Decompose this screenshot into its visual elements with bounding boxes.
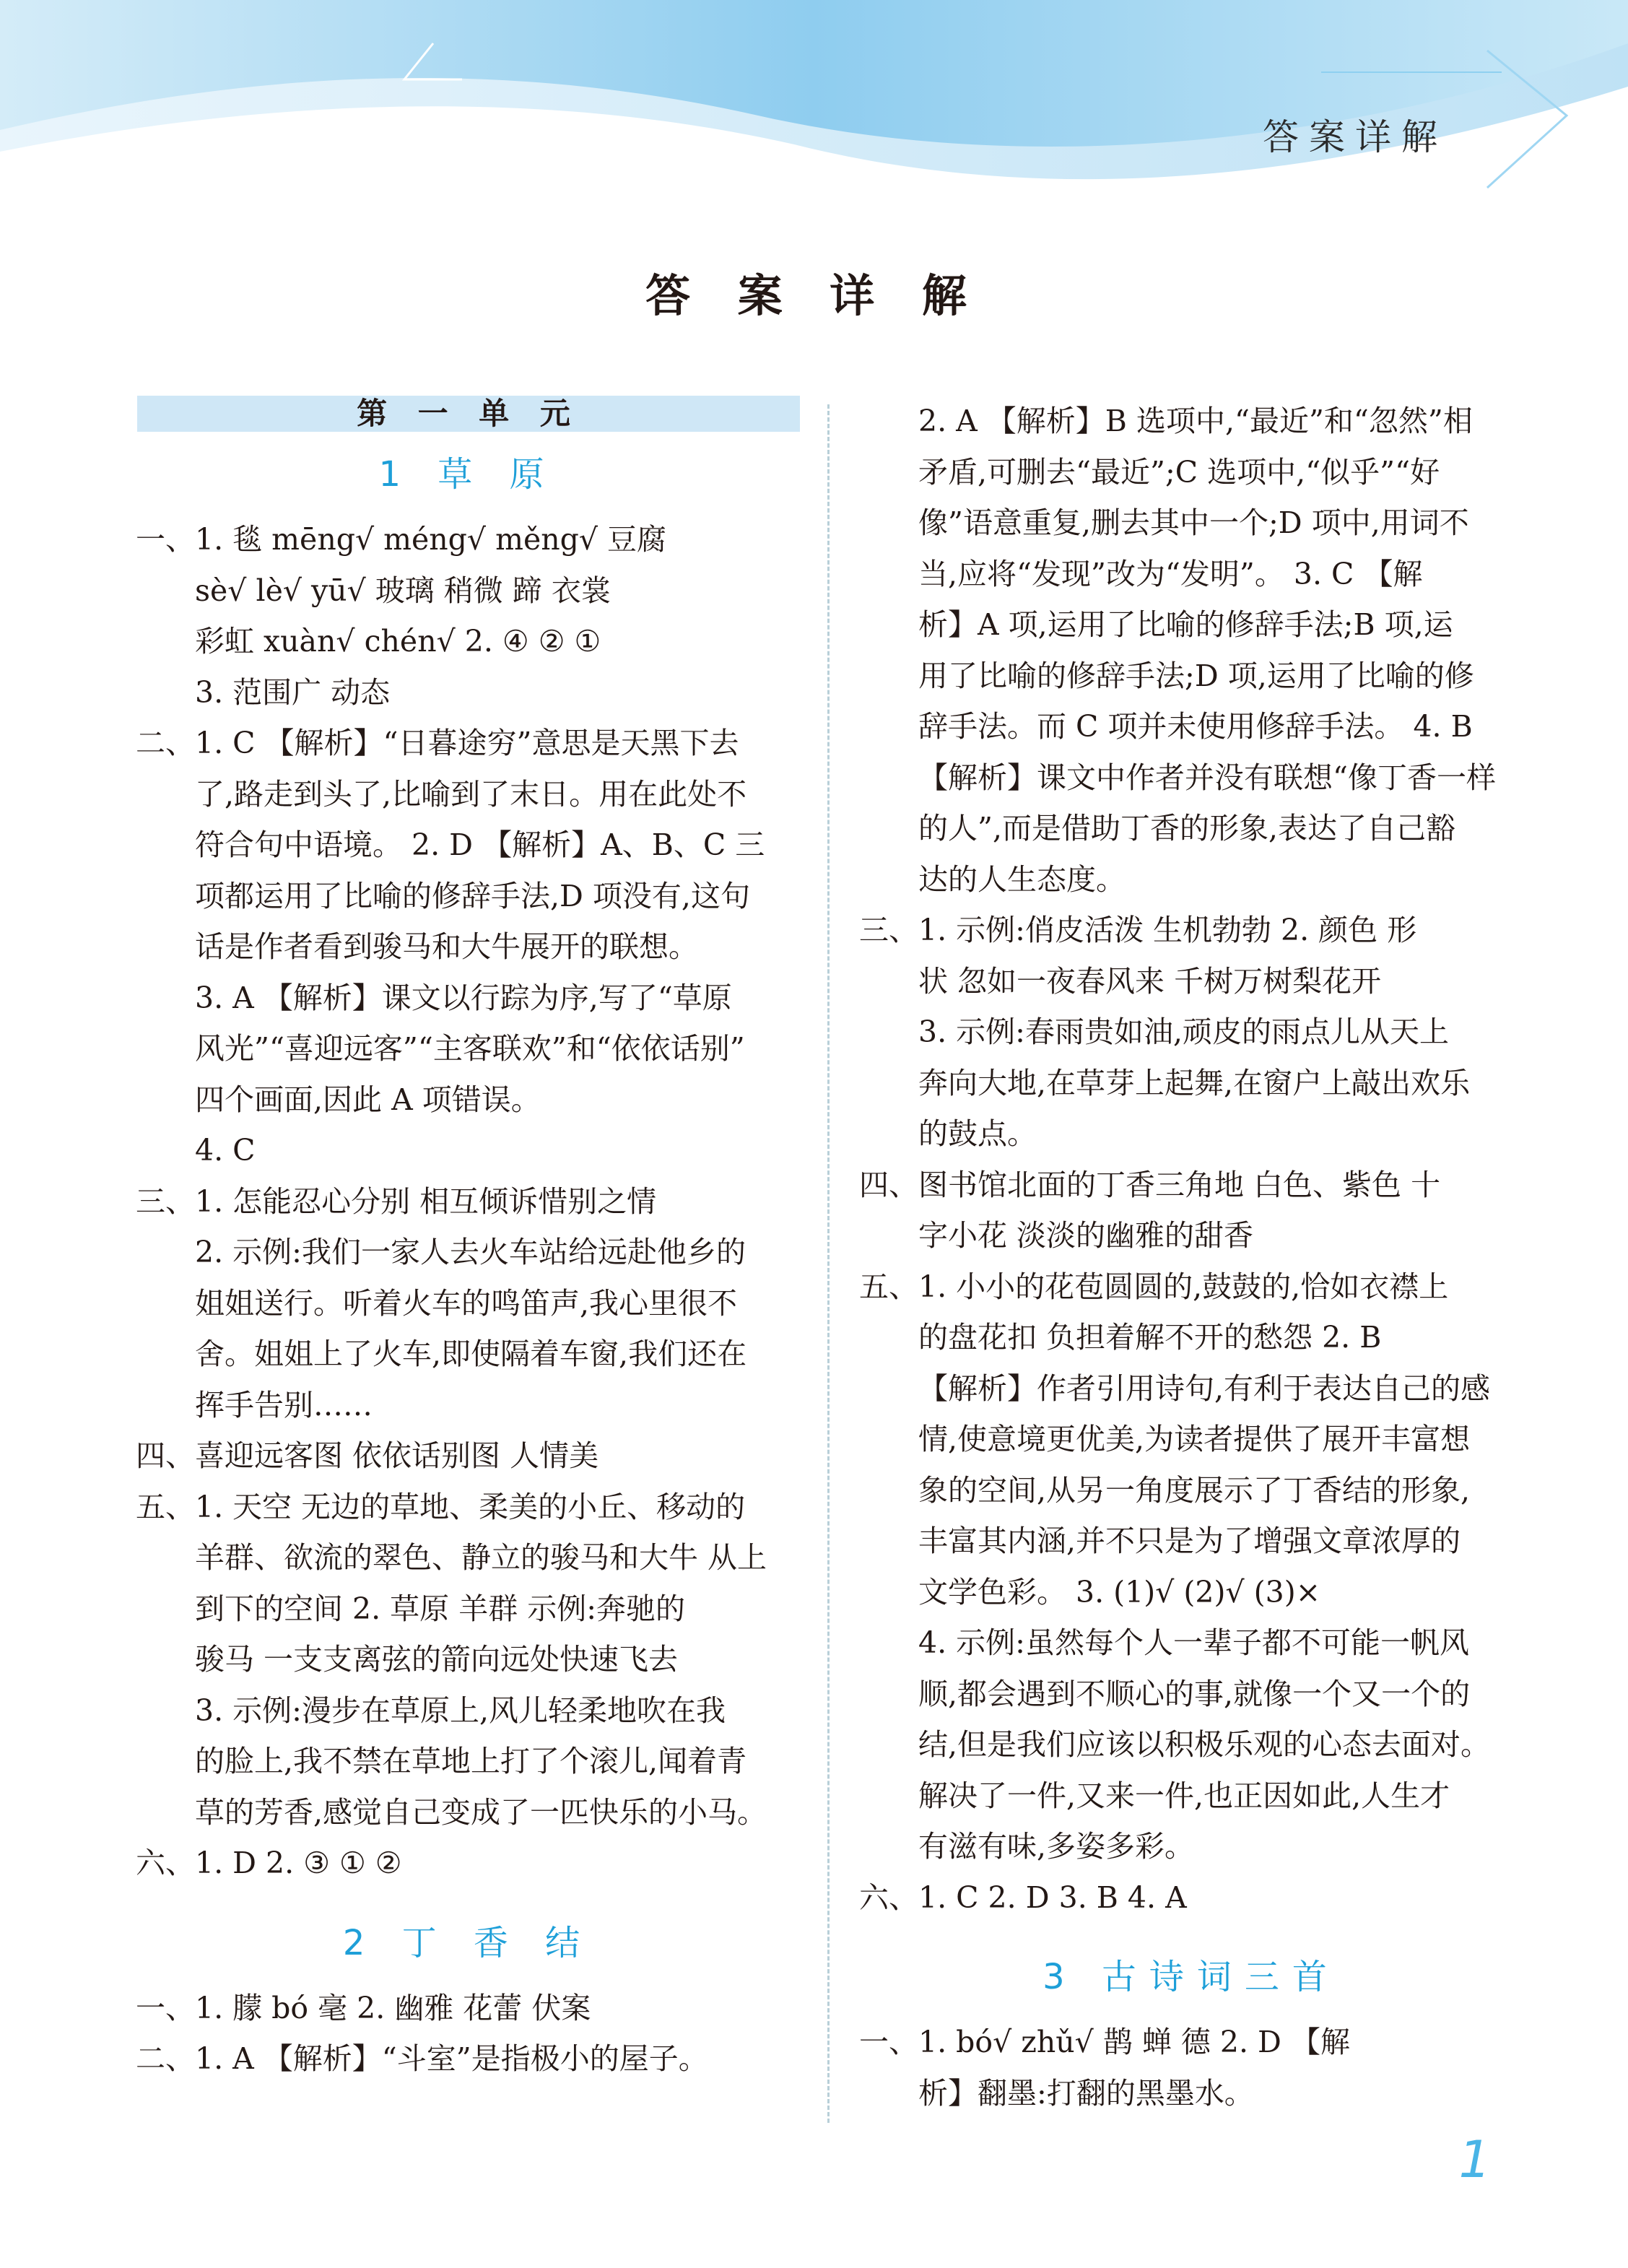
answer-line: 的鼓点。 [918, 1116, 1037, 1151]
answer-line: 一、1. 毯 mēng√ méng√ měng√ 豆腐 [136, 522, 667, 557]
answer-line: 文学色彩。 3. (1)√ (2)√ (3)× [918, 1574, 1321, 1609]
answer-line: 奔向大地,在草芽上起舞,在窗户上敲出欢乐 [918, 1065, 1471, 1100]
answer-line: 姐姐送行。听着火车的鸣笛声,我心里很不 [195, 1285, 738, 1321]
lesson-1-answers [136, 514, 800, 1889]
answer-line: 一、1. 朦 bó 毫 2. 幽雅 花蕾 伏案 [136, 1990, 591, 2025]
answer-line: 了,路走到头了,比喻到了末日。用在此处不 [195, 776, 747, 812]
answer-line: 【解析】课文中作者并没有联想“像丁香一样 [918, 760, 1496, 795]
answer-line: 彩虹 xuàn√ chén√ 2. ④ ② ① [195, 624, 601, 659]
answer-line: 五、1. 天空 无边的草地、柔美的小丘、移动的 [136, 1489, 746, 1524]
lesson-title-2: 2 丁 香 结 [342, 1922, 593, 1963]
answer-line: 话是作者看到骏马和大牛展开的联想。 [195, 929, 698, 964]
answer-line: 【解析】作者引用诗句,有利于表达自己的感 [918, 1370, 1491, 1406]
answer-line: 项都运用了比喻的修辞手法,D 项没有,这句 [195, 878, 750, 913]
answer-line: 丰富其内涵,并不只是为了增强文章浓厚的 [918, 1524, 1461, 1558]
answer-line: 3. 示例:漫步在草原上,风儿轻柔地吹在我 [195, 1693, 726, 1728]
left-column [136, 396, 800, 2085]
page-number: 1 [1458, 2130, 1491, 2189]
answer-line: 2. A 【解析】B 选项中,“最近”和“忽然”相 [918, 404, 1473, 438]
answer-line: 骏马 一支支离弦的箭向远处快速飞去 [195, 1642, 679, 1677]
answer-line: 用了比喻的修辞手法;D 项,运用了比喻的修 [918, 658, 1474, 693]
answer-line: 四个画面,因此 A 项错误。 [195, 1082, 541, 1117]
column-divider [827, 404, 830, 2123]
answer-line: 六、1. C 2. D 3. B 4. A [859, 1880, 1187, 1915]
answer-line: 析】翻墨:打翻的黑墨水。 [918, 2075, 1254, 2111]
answer-line: 三、1. 怎能忍心分别 相互倾诉惜别之情 [136, 1183, 657, 1219]
answer-line: 五、1. 小小的花苞圆圆的,鼓鼓的,恰如衣襟上 [859, 1269, 1449, 1304]
unit-heading: 第 一 单 元 [137, 396, 800, 432]
page-title: 答 案 详 解 [645, 269, 983, 322]
answer-line: 状 忽如一夜春风来 千树万树梨花开 [918, 963, 1382, 999]
answer-line: 结,但是我们应该以积极乐观的心态去面对。 [918, 1727, 1491, 1762]
answer-line: sè√ lè√ yū√ 玻璃 稍微 蹄 衣裳 [195, 573, 611, 608]
lesson-2-answers [136, 1983, 800, 2085]
answer-line: 析】A 项,运用了比喻的修辞手法;B 项,运 [918, 607, 1453, 642]
answer-line: 解决了一件,又来一件,也正因如此,人生才 [918, 1778, 1450, 1813]
answer-line: 挥手告别…… [195, 1387, 373, 1422]
answer-line: 辞手法。而 C 项并未使用修辞手法。 4. B [918, 709, 1473, 744]
answer-line: 草的芳香,感觉自己变成了一匹快乐的小马。 [195, 1794, 767, 1830]
answer-line: 4. C [195, 1133, 256, 1168]
answer-line: 情,使意境更优美,为读者提供了展开丰富想 [918, 1422, 1471, 1456]
header-section-label: 答案详解 [1263, 116, 1448, 158]
answer-line: 顺,都会遇到不顺心的事,就像一个又一个的 [918, 1676, 1471, 1711]
answer-line: 二、1. A 【解析】“斗室”是指极小的屋子。 [136, 2041, 708, 2076]
answer-line: 风光”“喜迎远客”“主客联欢”和“依依话别” [195, 1031, 745, 1066]
answer-line: 二、1. C 【解析】“日暮途穷”意思是天黑下去 [136, 726, 739, 760]
answer-line: 的盘花扣 负担着解不开的愁怨 2. B [918, 1320, 1382, 1355]
lesson-title-1: 1 草 原 [378, 454, 557, 495]
answer-line: 有滋有味,多姿多彩。 [918, 1829, 1195, 1864]
answer-line: 六、1. D 2. ③ ① ② [136, 1846, 402, 1880]
answer-line: 四、喜迎远客图 依依话别图 人情美 [136, 1438, 599, 1473]
header-wave-banner [0, 0, 1628, 202]
answer-line: 像”语意重复,删去其中一个;D 项中,用词不 [918, 505, 1469, 540]
answer-line: 的脸上,我不禁在草地上打了个滚儿,闻着青 [195, 1744, 747, 1778]
lesson-title-3: 3 古诗词三首 [1042, 1957, 1340, 1997]
answer-line: 到下的空间 2. 草原 羊群 示例:奔驰的 [195, 1591, 686, 1626]
answer-line: 矛盾,可删去“最近”;C 选项中,“似乎”“好 [918, 454, 1440, 490]
answer-line: 2. 示例:我们一家人去火车站给远赴他乡的 [195, 1235, 746, 1269]
answer-line: 3. 示例:春雨贵如油,顽皮的雨点儿从天上 [918, 1014, 1449, 1049]
right-column [859, 396, 1523, 2119]
answer-line: 象的空间,从另一角度展示了丁香结的形象, [918, 1472, 1471, 1508]
answer-line: 达的人生态度。 [918, 861, 1126, 897]
answer-line: 三、1. 示例:俏皮活泼 生机勃勃 2. 颜色 形 [859, 913, 1417, 947]
answer-line: 符合句中语境。 2. D 【解析】A、B、C 三 [195, 827, 765, 862]
answer-line: 3. 范围广 动态 [195, 674, 391, 710]
answer-line: 4. 示例:虽然每个人一辈子都不可能一帆风 [918, 1625, 1469, 1660]
answer-line: 的人”,而是借助丁香的形象,表达了自己豁 [918, 811, 1456, 846]
answer-line: 四、图书馆北面的丁香三角地 白色、紫色 十 [859, 1167, 1441, 1202]
answer-line: 3. A 【解析】课文以行踪为序,写了“草原 [195, 980, 732, 1015]
lesson-3-answers [859, 2017, 1523, 2119]
answer-line: 舍。姐姐上了火车,即使隔着车窗,我们还在 [195, 1337, 747, 1371]
lesson-2-answers-continued [859, 396, 1523, 1923]
answer-line: 当,应将“发现”改为“发明”。 3. C 【解 [918, 556, 1423, 591]
answer-line: 一、1. bó√ zhǔ√ 鹊 蝉 德 2. D 【解 [859, 2025, 1350, 2059]
answer-line: 字小花 淡淡的幽雅的甜香 [918, 1218, 1254, 1253]
answer-line: 羊群、欲流的翠色、静立的骏马和大牛 从上 [195, 1540, 767, 1575]
